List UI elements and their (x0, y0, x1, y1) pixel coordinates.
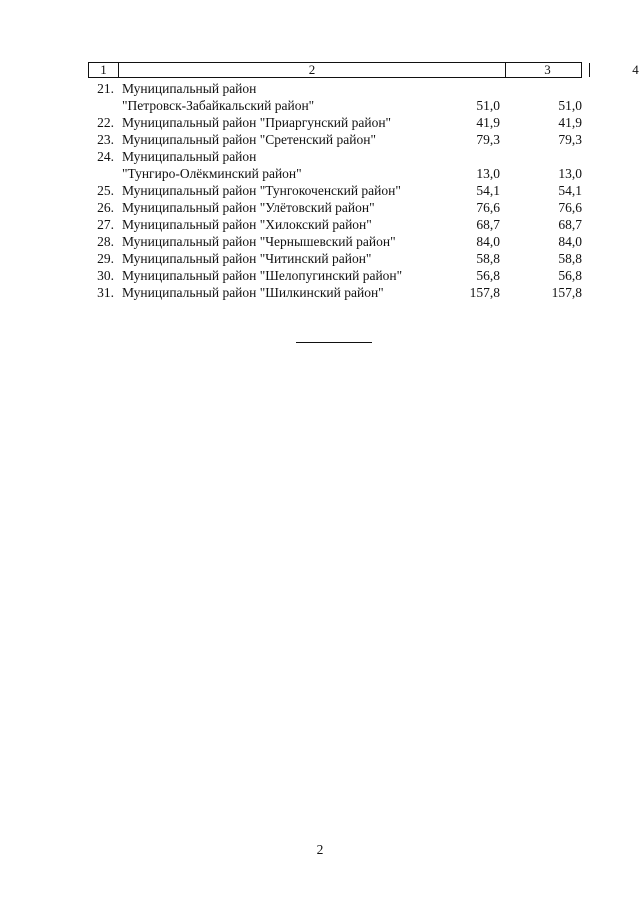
row-number: 31. (97, 285, 114, 300)
row-number: 29. (97, 251, 114, 266)
district-name-line: Муниципальный район "Тунгокоченский район" (122, 183, 401, 198)
value-col-4: 68,7 (558, 217, 582, 232)
page-number: 2 (316, 842, 324, 857)
district-name-line: "Петровск-Забайкальский район" (122, 98, 315, 113)
district-name-line: Муниципальный район "Улётовский район" (122, 200, 375, 215)
row-number: 28. (97, 234, 114, 249)
value-col-3: 56,8 (476, 268, 500, 283)
value-col-3: 54,1 (476, 183, 500, 198)
district-name (122, 131, 442, 148)
header-col-1: 1 (89, 63, 119, 77)
table-row (88, 284, 582, 301)
table-row (88, 131, 582, 148)
table-row (88, 199, 582, 216)
district-name (122, 182, 442, 199)
row-number: 26. (97, 200, 114, 215)
district-name-line: Муниципальный район (122, 149, 257, 164)
district-name (122, 250, 442, 267)
row-number: 21. (97, 81, 114, 96)
value-col-4: 79,3 (558, 132, 582, 147)
row-number: 24. (97, 149, 114, 164)
row-number: 30. (97, 268, 114, 283)
value-col-4: 76,6 (558, 200, 582, 215)
row-number: 27. (97, 217, 114, 232)
table-row (88, 148, 582, 182)
header-col-2: 2 (119, 63, 506, 77)
value-col-3: 76,6 (476, 200, 500, 215)
district-name-line: Муниципальный район "Сретенский район" (122, 132, 376, 147)
value-col-4: 157,8 (551, 285, 582, 300)
district-name (122, 284, 442, 301)
district-name (122, 148, 442, 182)
value-col-4: 41,9 (558, 115, 582, 130)
district-name (122, 114, 442, 131)
district-name-line: "Тунгиро-Олёкминский район" (122, 166, 302, 181)
value-col-3: 84,0 (476, 234, 500, 249)
value-col-3: 13,0 (476, 166, 500, 181)
value-col-4: 56,8 (558, 268, 582, 283)
value-col-3: 58,8 (476, 251, 500, 266)
district-name-line: Муниципальный район "Приаргунский район" (122, 115, 392, 130)
district-name-line: Муниципальный район "Шелопугинский район" (122, 268, 403, 283)
district-name-line: Муниципальный район "Хилокский район" (122, 217, 372, 232)
row-number: 22. (97, 115, 114, 130)
table-row (88, 233, 582, 250)
value-col-4: 58,8 (558, 251, 582, 266)
table-header-row (88, 62, 639, 78)
district-name-line: Муниципальный район "Читинский район" (122, 251, 372, 266)
value-col-4: 54,1 (558, 183, 582, 198)
value-col-3: 41,9 (476, 115, 500, 130)
row-number: 23. (97, 132, 114, 147)
table-row (88, 114, 582, 131)
value-col-3: 157,8 (469, 285, 500, 300)
table-row (88, 182, 582, 199)
value-col-3: 68,7 (476, 217, 500, 232)
value-col-4: 51,0 (558, 98, 582, 113)
value-col-3: 79,3 (476, 132, 500, 147)
district-name-line: Муниципальный район (122, 81, 257, 96)
table-row (88, 267, 582, 284)
district-name (122, 216, 442, 233)
district-name-line: Муниципальный район "Чернышевский район" (122, 234, 396, 249)
district-name (122, 233, 442, 250)
table-body (88, 80, 582, 301)
header-col-3: 3 (506, 63, 590, 77)
table-row (88, 250, 582, 267)
value-col-4: 84,0 (558, 234, 582, 249)
district-name-line: Муниципальный район "Шилкинский район" (122, 285, 384, 300)
district-name (122, 267, 442, 284)
value-col-4: 13,0 (558, 166, 582, 181)
table-row (88, 80, 582, 114)
district-name (122, 80, 442, 114)
value-col-3: 51,0 (476, 98, 500, 113)
row-number: 25. (97, 183, 114, 198)
header-col-4: 4 (632, 62, 639, 77)
table-row (88, 216, 582, 233)
district-name (122, 199, 442, 216)
end-rule (296, 342, 372, 343)
